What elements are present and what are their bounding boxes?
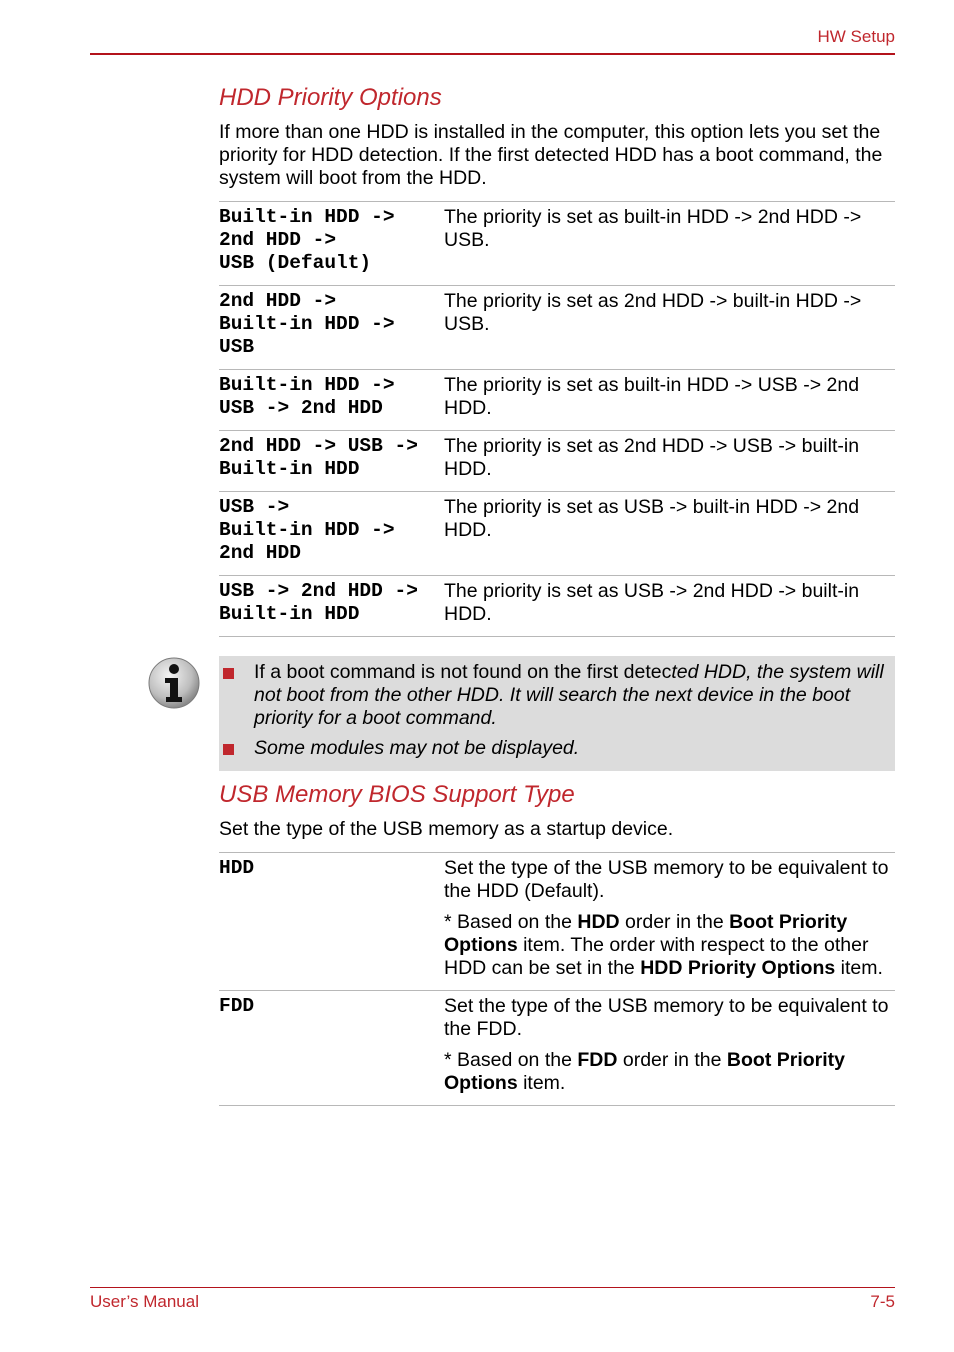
value-line: Set the type of the USB memory to be equivalent to the HDD (Default). (444, 857, 889, 902)
option-value (444, 991, 895, 1106)
option-key: 2nd HDD -> Built-in HDD -> USB (219, 290, 395, 358)
table-row (219, 286, 895, 370)
detail-text: order in the (617, 1049, 727, 1071)
list-item (219, 661, 885, 730)
option-key: FDD (219, 995, 255, 1017)
option-key: Built-in HDD -> 2nd HDD -> USB (Default) (219, 206, 395, 274)
table-row (219, 202, 895, 286)
note-text-italic: Some modules may not be displayed. (254, 737, 580, 759)
detail-text: order in the (619, 911, 730, 933)
table-row (219, 576, 895, 637)
option-key: 2nd HDD -> USB -> Built-in HDD (219, 435, 418, 480)
option-key: USB -> 2nd HDD -> Built-in HDD (219, 580, 418, 625)
running-header: HW Setup (817, 27, 895, 46)
section-usb-memory (219, 781, 895, 1106)
section-heading: USB Memory BIOS Support Type (219, 781, 575, 808)
detail-text: item. The order with respect to the other HDD can be set in the (444, 934, 869, 979)
option-key: HDD (219, 857, 255, 879)
option-value: The priority is set as USB -> 2nd HDD -> built-in HDD. (444, 580, 860, 625)
detail-bold: Boot Priority Options (444, 1049, 846, 1094)
table-row (219, 492, 895, 576)
note-box (219, 656, 895, 771)
detail-text: * Based on the (444, 911, 578, 933)
option-key: Built-in HDD -> USB -> 2nd HDD (219, 374, 395, 419)
info-icon (147, 656, 201, 710)
option-key: USB -> Built-in HDD -> 2nd HDD (219, 496, 395, 564)
section-intro: Set the type of the USB memory as a startup device. (219, 818, 674, 840)
table-row (219, 853, 895, 991)
detail-text: item. (835, 957, 883, 979)
note-text-italic: ted HDD, the system will not boot from the other HDD. It will search the next device in the boot priority for a boot command. (254, 661, 884, 729)
section-hdd-priority (219, 84, 895, 637)
value-detail (444, 1049, 895, 1095)
table-row (219, 370, 895, 431)
hdd-priority-table (219, 201, 895, 637)
option-value: The priority is set as built-in HDD -> 2nd HDD -> USB. (444, 206, 862, 251)
page-number: 7-5 (870, 1292, 895, 1311)
detail-text: * Based on the (444, 1049, 578, 1071)
table-row (219, 991, 895, 1106)
option-value: The priority is set as 2nd HDD -> built-in HDD -> USB. (444, 290, 862, 335)
detail-bold: Boot Priority Options (444, 911, 848, 956)
detail-bold: FDD (577, 1049, 618, 1071)
option-value: The priority is set as USB -> built-in HDD -> 2nd HDD. (444, 496, 860, 541)
option-value (444, 853, 895, 991)
header-rule (90, 53, 895, 55)
footer-manual-title: User’s Manual (90, 1292, 199, 1311)
bullet-square-icon (223, 744, 234, 755)
usb-memory-table (219, 852, 895, 1106)
option-value: The priority is set as 2nd HDD -> USB -> built-in HDD. (444, 435, 860, 480)
table-row (219, 431, 895, 492)
detail-text: item. (517, 1072, 566, 1094)
footer-rule (90, 1287, 895, 1288)
list-item (219, 737, 885, 760)
detail-bold: HDD (577, 911, 620, 933)
bullet-square-icon (223, 668, 234, 679)
detail-bold: HDD Priority Options (640, 957, 836, 979)
section-heading: HDD Priority Options (219, 84, 442, 111)
note-text: If a boot command is not found on the first detec (254, 661, 672, 683)
value-line: Set the type of the USB memory to be equivalent to the FDD. (444, 995, 889, 1040)
section-intro: If more than one HDD is installed in the computer, this option lets you set the priority for HDD detection. If the first detected HDD has a boot command, the system will boot from the HDD. (219, 121, 883, 189)
value-detail (444, 911, 895, 980)
option-value: The priority is set as built-in HDD -> USB -> 2nd HDD. (444, 374, 860, 419)
